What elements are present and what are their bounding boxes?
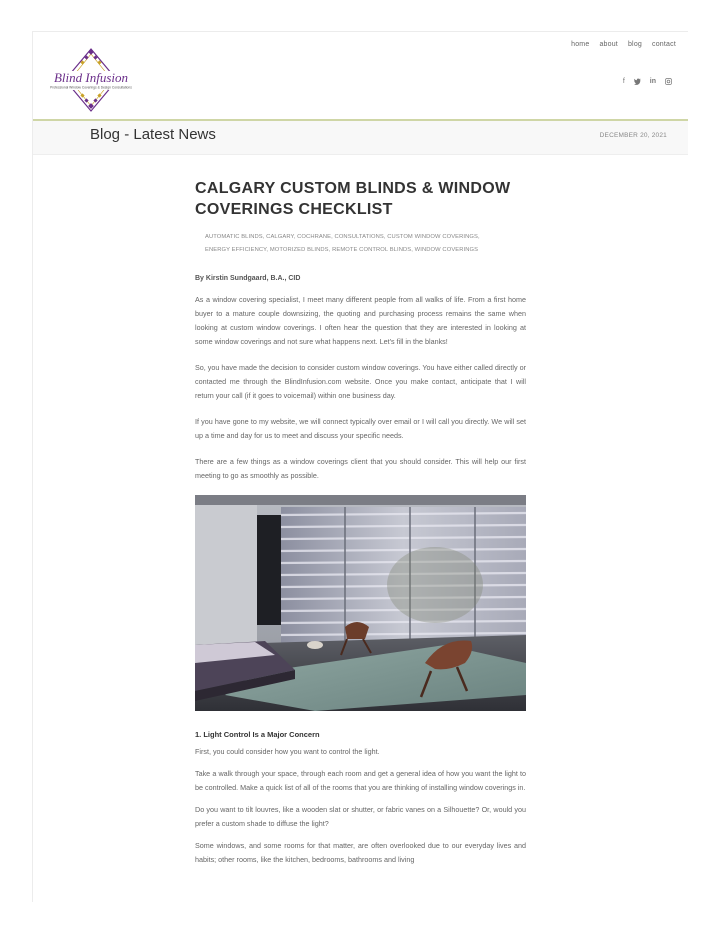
paragraph-light-intro: First, you could consider how you want to control the light.	[195, 747, 380, 756]
post-title[interactable]: CALGARY CUSTOM BLINDS & WINDOW COVERINGS CHECKLIST	[195, 180, 511, 218]
site-logo[interactable]	[47, 47, 147, 113]
svg-text:Blind Infusion: Blind Infusion	[53, 70, 129, 85]
facebook-icon[interactable]: f	[622, 78, 625, 85]
nav-home-link[interactable]: home	[571, 41, 590, 48]
bedroom-blinds-image	[195, 495, 526, 711]
svg-text:Professional Window Coverings: Professional Window Coverings & Design Consultations	[50, 85, 132, 90]
post-categories	[205, 231, 526, 257]
paragraph-louvres: Do you want to tilt louvres, like a wooden slat or shutter, or fabric vanes on a Silhouette? Or, would you prefer a custom shade to diffuse the light?	[195, 805, 526, 828]
section-heading-light-control: 1. Light Control Is a Major Concern	[195, 730, 320, 739]
social-links	[623, 78, 672, 87]
page-frame	[32, 31, 688, 902]
nav-about-link[interactable]: about	[599, 41, 618, 48]
nav-blog-link[interactable]: blog	[627, 41, 643, 48]
title-bar	[33, 121, 688, 155]
paragraph-consider: There are a few things as a window coverings client that you should consider. This will help our first meeting to go as smoothly as possible.	[195, 457, 526, 480]
instagram-icon[interactable]	[665, 78, 672, 87]
post-date: DECEMBER 20, 2021	[599, 132, 667, 139]
paragraph-website: If you have gone to my website, we will connect typically over email or I will call you directly. We will set up a time and day for us to meet and discuss your specific needs.	[195, 417, 526, 440]
linkedin-icon[interactable]: in	[649, 78, 656, 85]
paragraph-decision: So, you have made the decision to consider custom window coverings. You have either called directly or contacted me through the BlindInfusion.com website. Once you make contact, anticipate that I will return your call (if it goes to voicemail) within one business day.	[195, 363, 526, 400]
blog-article	[195, 178, 526, 867]
twitter-icon[interactable]	[634, 78, 641, 87]
categories-line-1[interactable]: AUTOMATIC BLINDS, CALGARY, COCHRANE, CONSULTATIONS, CUSTOM WINDOW COVERINGS,	[205, 234, 480, 240]
logo-mark-icon	[47, 47, 147, 113]
post-byline: By Kirstin Sundgaard, B.A., CID	[195, 275, 301, 282]
paragraph-walkthrough: Take a walk through your space, through each room and get a general idea of how you want the light to be controlled. Make a quick list of all of the rooms that you are thinking of installing window coverings in.	[195, 769, 526, 792]
nav-contact-link[interactable]: contact	[652, 41, 676, 48]
page-title: Blog - Latest News	[90, 126, 216, 143]
top-navigation	[571, 41, 676, 48]
paragraph-intro: As a window covering specialist, I meet many different people from all walks of life. From a first home buyer to a mature couple downsizing, the quoting and purchasing process remains the same when looking at custom window coverings. I often hear the question that they are interested in looking at some window coverings and not sure what happens next. Let’s fill in the blanks!	[195, 295, 526, 346]
paragraph-overlooked: Some windows, and some rooms for that matter, are often overlooked due to our everyday lives and habits; other rooms, like the kitchen, bedrooms, bathrooms and living	[195, 841, 526, 864]
categories-line-2[interactable]: ENERGY EFFICIENCY, MOTORIZED BLINDS, REMOTE CONTROL BLINDS, WINDOW COVERINGS	[205, 247, 479, 253]
